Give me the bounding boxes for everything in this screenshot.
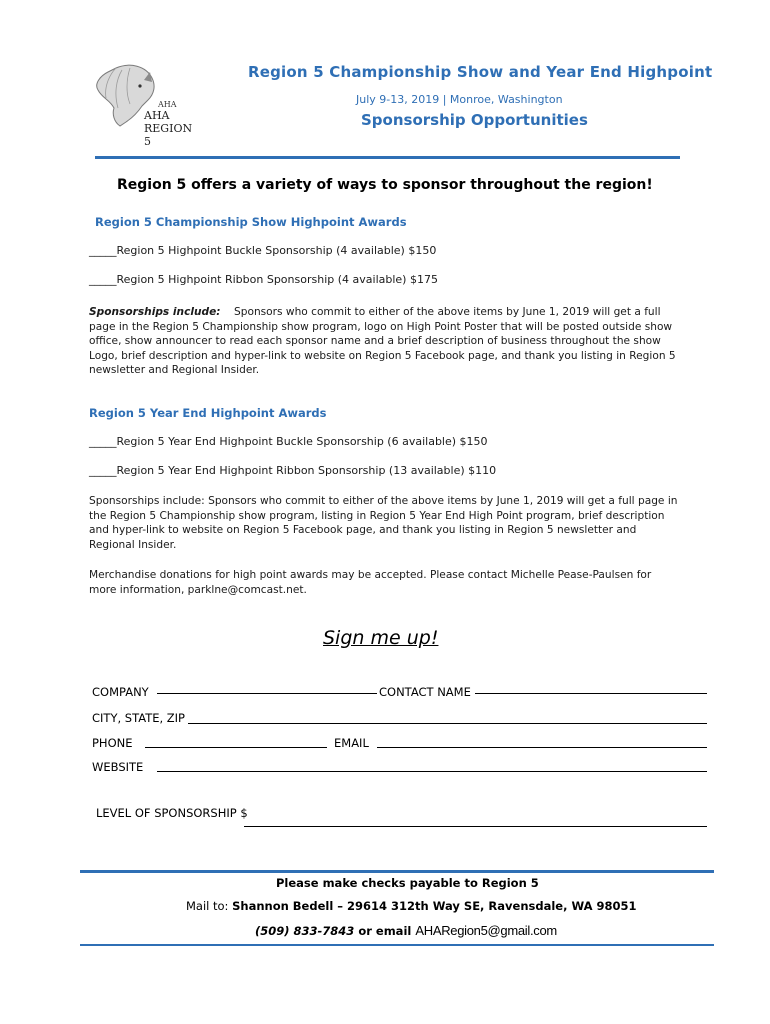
company-field[interactable] bbox=[157, 693, 377, 694]
contact-line bbox=[255, 923, 557, 938]
page-title: Region 5 Championship Show and Year End Highpoint bbox=[248, 63, 713, 81]
mail-address: Shannon Bedell – 29614 312th Way SE, Ravensdale, WA 98051 bbox=[232, 899, 637, 913]
mail-to-label: Mail to: bbox=[186, 899, 229, 913]
event-dates: July 9-13, 2019 | Monroe, Washington bbox=[356, 93, 563, 106]
headline: Region 5 offers a variety of ways to sponsor throughout the region! bbox=[117, 177, 653, 193]
year-end-ribbon-item: _____Region 5 Year End Highpoint Ribbon Sponsorship (13 available) $110 bbox=[89, 464, 497, 477]
show-awards-heading: Region 5 Championship Show Highpoint Awards bbox=[95, 215, 407, 229]
page-subtitle: Sponsorship Opportunities bbox=[361, 111, 588, 129]
contact-email-link[interactable]: AHARegion5@gmail.com bbox=[415, 923, 557, 938]
show-includes-paragraph bbox=[89, 305, 679, 378]
city-state-zip-field[interactable] bbox=[188, 723, 707, 724]
contact-name-label: CONTACT NAME bbox=[379, 685, 471, 699]
includes-label: Sponsorships include: bbox=[89, 306, 221, 318]
mail-to-line bbox=[186, 899, 637, 913]
phone-label: PHONE bbox=[92, 736, 133, 750]
show-ribbon-item: _____Region 5 Highpoint Ribbon Sponsorship (4 available) $175 bbox=[89, 273, 438, 286]
checks-payable-note: Please make checks payable to Region 5 bbox=[276, 876, 539, 890]
contact-name-field[interactable] bbox=[475, 693, 707, 694]
sponsorship-level-field[interactable] bbox=[244, 826, 707, 827]
header-divider bbox=[95, 156, 680, 159]
email-field[interactable] bbox=[377, 747, 707, 748]
contact-phone: (509) 833-7843 bbox=[255, 924, 355, 938]
merchandise-note: Merchandise donations for high point awards may be accepted. Please contact Michelle Pease-Paulsen for more information, parklne@comcast.net. bbox=[89, 569, 652, 596]
company-label: COMPANY bbox=[92, 685, 149, 699]
logo-region-text: AHA REGION 5 bbox=[144, 109, 193, 148]
email-label: EMAIL bbox=[334, 736, 369, 750]
show-buckle-item: _____Region 5 Highpoint Buckle Sponsorship (4 available) $150 bbox=[89, 244, 437, 257]
phone-field[interactable] bbox=[145, 747, 327, 748]
year-end-includes-paragraph: Sponsorships include: Sponsors who commit to either of the above items by June 1, 2019 will get a full page in the Region 5 Championship show program, listing in Region 5 Year End High Point program, brief description and hyper-link to website on Region 5 Facebook page, and thank you listing in Region 5 newsletter and Regional Insider. bbox=[89, 495, 678, 551]
region5-logo bbox=[86, 60, 198, 148]
logo-aha-text: AHA bbox=[158, 100, 177, 109]
website-field[interactable] bbox=[157, 771, 707, 772]
city-state-zip-label: CITY, STATE, ZIP bbox=[92, 711, 185, 725]
year-end-buckle-item: _____Region 5 Year End Highpoint Buckle Sponsorship (6 available) $150 bbox=[89, 435, 488, 448]
or-email-text: or email bbox=[358, 924, 412, 938]
footer-divider-top bbox=[80, 870, 714, 873]
website-label: WEBSITE bbox=[92, 760, 144, 774]
year-end-heading: Region 5 Year End Highpoint Awards bbox=[89, 406, 327, 420]
signup-heading: Sign me up! bbox=[323, 627, 439, 649]
includes-text: Sponsors who commit to either of the above items by June 1, 2019 will get a full page in the Region 5 Championship show program, logo on High Point Poster that will be posted outside show office, show announcer to read each sponsor name and a brief description of business throughout the show Logo, brief description and hyper-link to website on Region 5 Facebook page, and thank you listing in Region 5 newsletter and Regional Insider. bbox=[89, 306, 676, 377]
sponsorship-level-label: LEVEL OF SPONSORSHIP $ bbox=[96, 806, 248, 820]
footer-divider-bottom bbox=[80, 944, 714, 946]
